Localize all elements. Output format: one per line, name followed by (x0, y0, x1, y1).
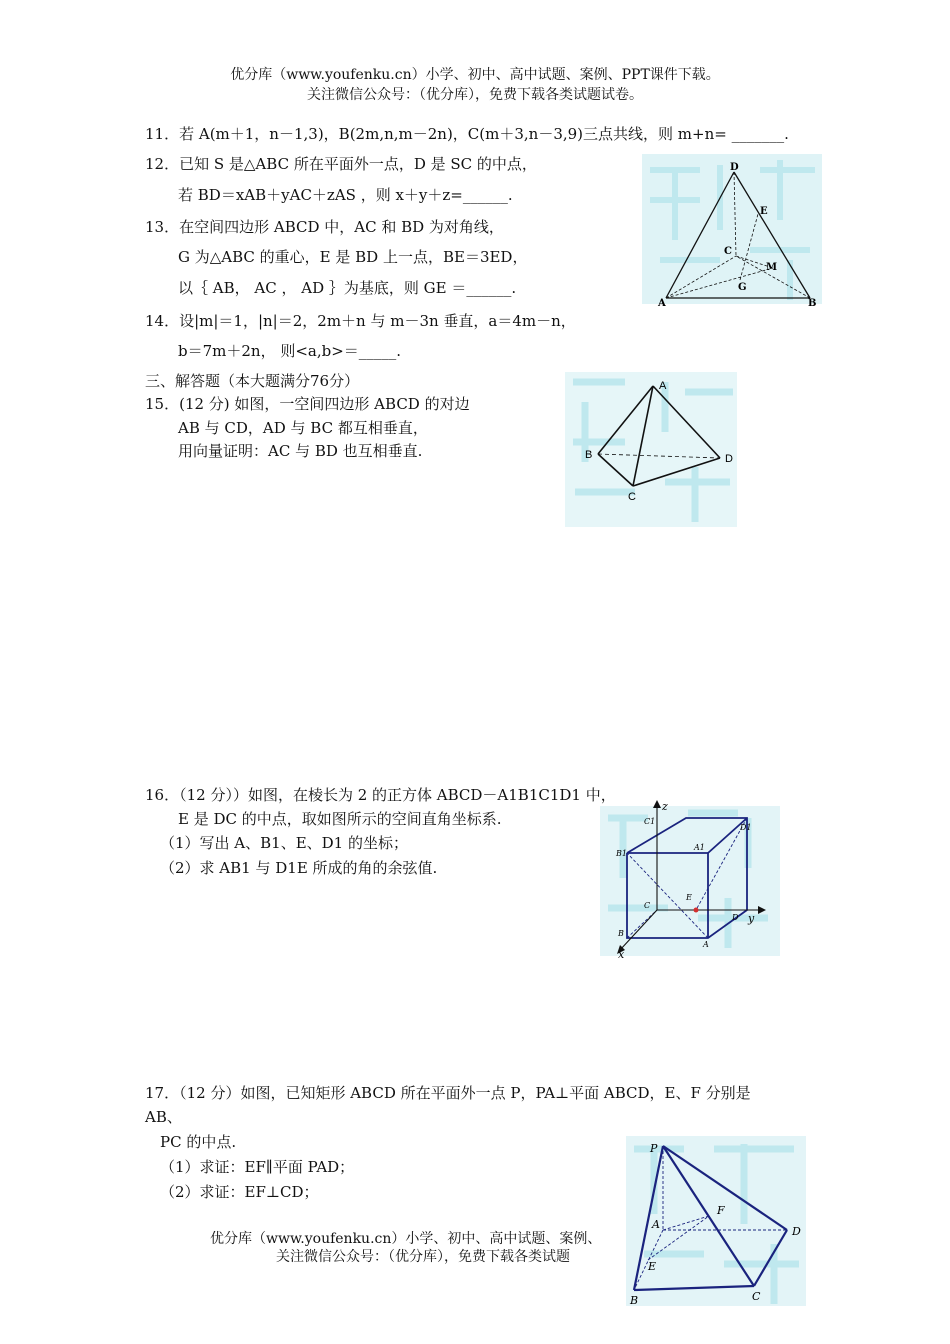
question-15-line-3: 用向量证明：AC 与 BD 也互相垂直. (178, 442, 423, 460)
label-A: A (703, 940, 709, 949)
label-M: M (766, 262, 778, 273)
label-E: E (648, 1260, 657, 1273)
question-17-line-1b: AB、 (145, 1108, 182, 1126)
figure-q16-cube (598, 798, 783, 960)
question-13-line-1: 13．在空间四边形 ABCD 中，AC 和 BD 为对角线， (145, 218, 504, 236)
label-x: x (618, 948, 625, 960)
label-C: C (644, 901, 651, 910)
label-B: B (585, 449, 593, 461)
question-17-line-4: （2）求证：EF⊥CD； (160, 1183, 319, 1201)
label-D: D (792, 1225, 801, 1238)
question-13-line-3: 以｛ AB， AC ， AD ｝为基底，则 GE ＝______. (178, 279, 517, 297)
label-z: z (662, 800, 668, 813)
label-B: B (630, 1294, 639, 1307)
label-A: A (658, 298, 666, 309)
question-14-line-1: 14．设|m|＝1，|n|＝2，2m＋n 与 m－3n 垂直，a＝4m－n， (145, 312, 576, 330)
question-15-line-2: AB 与 CD，AD 与 BC 都互相垂直， (178, 419, 428, 437)
question-15-line-1: 15．(12 分) 如图，一空间四边形 ABCD 的对边 (145, 395, 470, 413)
label-G: G (738, 282, 747, 293)
label-D1: D1 (740, 823, 752, 832)
label-A: A (659, 380, 667, 392)
label-B: B (808, 298, 817, 309)
question-12-line-1: 12．已知 S 是△ABC 所在平面外一点，D 是 SC 的中点， (145, 155, 537, 173)
label-y: y (748, 912, 755, 925)
question-17-line-1: 17．（12 分）如图，已知矩形 ABCD 所在平面外一点 P，PA⊥平面 ABCD，E、F 分别是 (145, 1084, 751, 1102)
label-C: C (752, 1290, 761, 1303)
question-17-line-3: （1）求证：EF∥平面 PAD； (160, 1158, 355, 1176)
label-B: B (618, 929, 624, 938)
label-D: D (725, 453, 733, 465)
label-B1: B1 (616, 849, 627, 858)
question-14-line-2: b＝7m＋2n， 则<a,b>＝_____. (178, 342, 402, 360)
footer-line-2: 关注微信公众号：（优分库），免费下载各类试题 (276, 1249, 570, 1265)
figure-q13-tetrahedron (640, 150, 825, 310)
question-13-line-2: G 为△ABC 的重心，E 是 BD 上一点，BE＝3ED， (178, 248, 528, 266)
figure-q17-pyramid (624, 1134, 814, 1309)
label-F: F (717, 1204, 725, 1217)
label-D: D (730, 162, 739, 173)
question-11: 11．若 A(m＋1，n－1,3)，B(2m,n,m－2n)，C(m＋3,n－3,9)三点共线，则 m+n= _______. (145, 125, 789, 143)
footer-line-1: 优分库（www.youfenku.cn）小学、初中、高中试题、案例、 (210, 1231, 602, 1247)
label-C: C (724, 246, 732, 257)
header-line-1: 优分库（www.youfenku.cn）小学、初中、高中试题、案例、PPT课件下载。 (230, 67, 720, 83)
figure-q15-tetrahedron (565, 372, 740, 527)
label-A1: A1 (694, 843, 705, 852)
header-line-2: 关注微信公众号：（优分库），免费下载各类试题试卷。 (307, 87, 643, 103)
section-3-heading: 三、解答题（本大题满分76分） (145, 372, 360, 390)
question-12-line-2: 若 BD＝xAB＋yAC＋zAS ，则 x＋y＋z=______. (178, 186, 513, 204)
label-C: C (628, 491, 636, 503)
label-A: A (652, 1218, 660, 1231)
label-E: E (760, 206, 768, 217)
label-D: D (732, 913, 739, 922)
question-17-line-2: PC 的中点. (160, 1133, 237, 1151)
label-P: P (650, 1142, 658, 1155)
label-E: E (686, 893, 692, 902)
question-16-line-2: E 是 DC 的中点，取如图所示的空间直角坐标系. (178, 810, 502, 828)
label-C1: C1 (644, 817, 656, 826)
question-16-line-1: 16．（12 分））如图，在棱长为 2 的正方体 ABCD－A1B1C1D1 中， (145, 786, 616, 804)
question-16-line-4: （2）求 AB1 与 D1E 所成的角的余弦值. (160, 859, 438, 877)
question-16-line-3: （1）写出 A、B1、E、D1 的坐标； (160, 834, 408, 852)
